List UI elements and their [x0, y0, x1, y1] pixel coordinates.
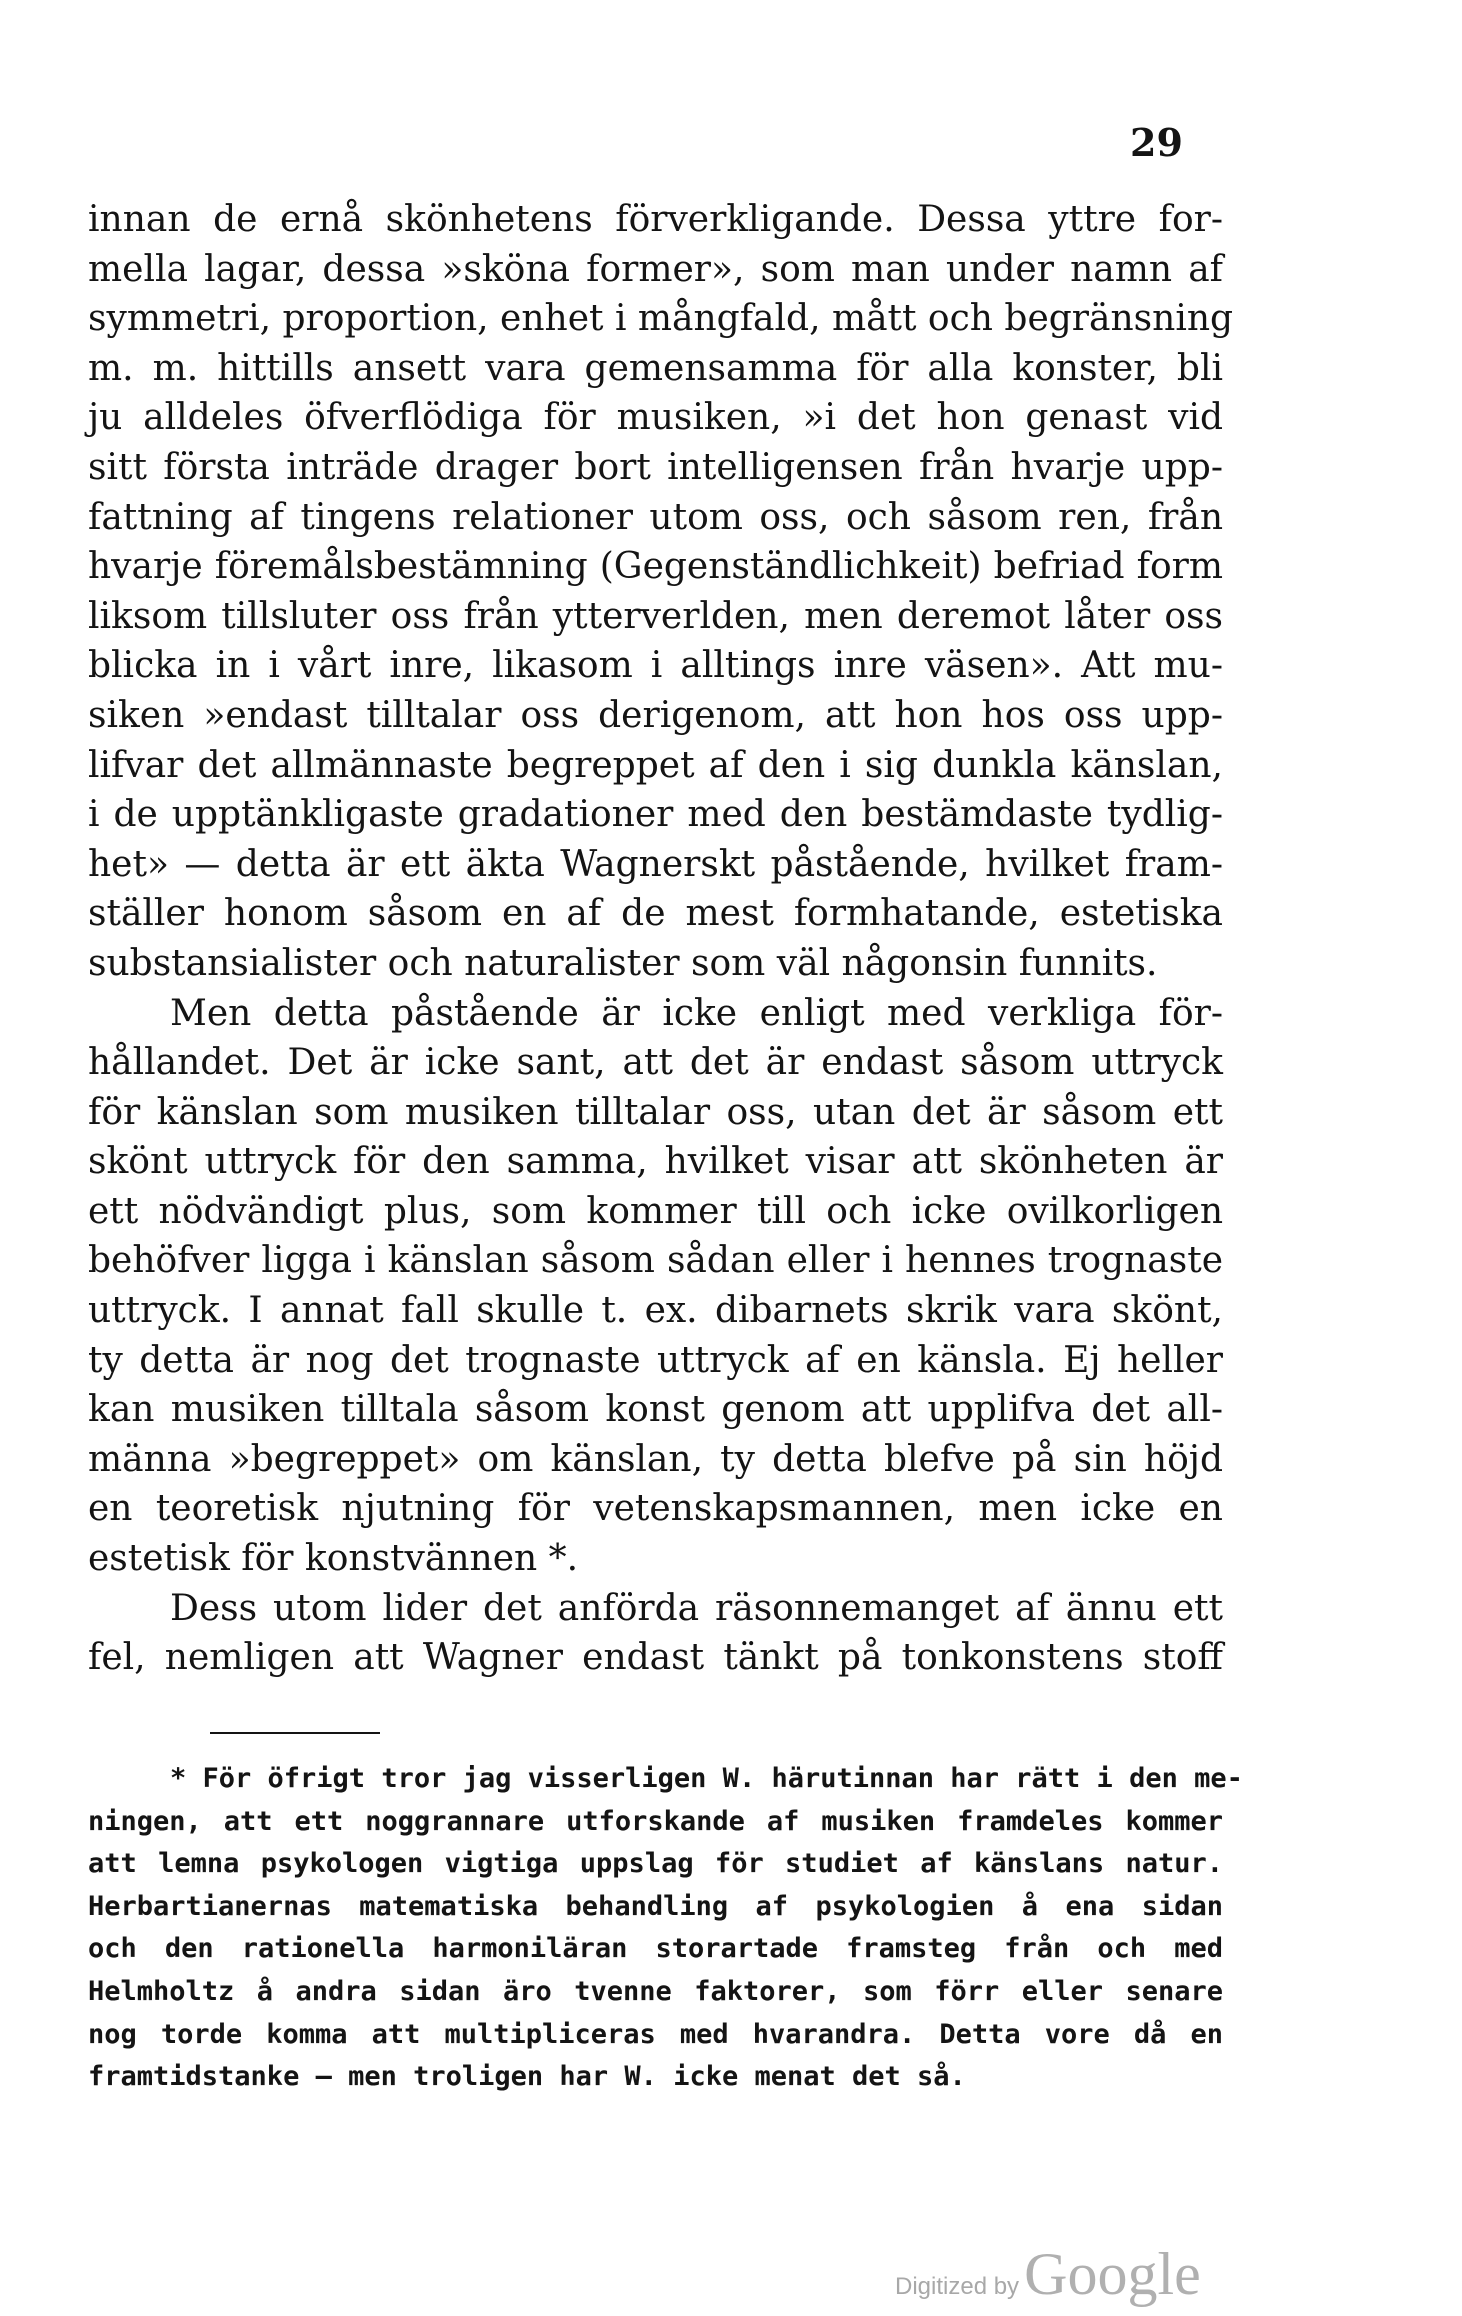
footnote-line: ningen, att ett noggrannare utforskande af musiken framdeles kommer — [88, 1805, 1223, 1837]
footnote-line: * För öfrigt tror jag visserligen W. härutinnan har rätt i den me- — [170, 1763, 1243, 1794]
body-line: uttryck. I annat fall skulle t. ex. dibarnets skrik vara skönt, — [88, 1290, 1223, 1332]
body-line: het» — detta är ett äkta Wagnerskt påstående, hvilket fram- — [88, 843, 1223, 885]
body-line: hållandet. Det är icke sant, att det är endast såsom uttryck — [88, 1042, 1223, 1084]
body-line: männa »begreppet» om känslan, ty detta blefve på sin höjd — [88, 1438, 1223, 1480]
footnote-divider — [210, 1732, 380, 1734]
body-line: m. m. hittills ansett vara gemensamma för alla konster, bli — [88, 347, 1223, 389]
body-line: substansialister och naturalister som väl någonsin funnits. — [88, 942, 1158, 984]
body-line: ställer honom såsom en af de mest formhatande, estetiska — [88, 893, 1223, 935]
body-line: ty detta är nog det trognaste uttryck af en känsla. Ej heller — [88, 1339, 1223, 1381]
body-line: för känslan som musiken tilltalar oss, utan det är såsom ett — [88, 1091, 1223, 1133]
body-line: behöfver ligga i känslan såsom sådan eller i hennes trognaste — [88, 1240, 1223, 1282]
body-line: en teoretisk njutning för vetenskapsmannen, men icke en — [88, 1488, 1223, 1530]
footnote-line: att lemna psykologen vigtiga uppslag för studiet af känslans natur. — [88, 1848, 1223, 1880]
body-line: ju alldeles öfverflödiga för musiken, »i det hon genast vid — [88, 397, 1223, 439]
digitized-watermark — [895, 2240, 1201, 2309]
body-line: innan de ernå skönhetens förverkligande. Dessa yttre for- — [88, 199, 1223, 240]
page-number: 29 — [1130, 120, 1183, 165]
body-line: symmetri, proportion, enhet i mångfald, mått och begränsning — [88, 298, 1234, 340]
body-line: lifvar det allmännaste begreppet af den i sig dunkla känslan, — [88, 744, 1223, 786]
footnote-line: Herbartianernas matematiska behandling af psykologien å ena sidan — [88, 1890, 1223, 1922]
body-line: mella lagar, dessa »sköna former», som man under namn af — [88, 248, 1223, 290]
body-line: Dess utom lider det anförda räsonnemanget af ännu ett — [170, 1587, 1223, 1629]
footnotes — [88, 1758, 1243, 2099]
body-line: kan musiken tilltala såsom konst genom att upplifva det all- — [88, 1389, 1223, 1431]
body-line: siken »endast tilltalar oss derigenom, att hon hos oss upp- — [88, 694, 1223, 736]
body-line: liksom tillsluter oss från ytterverlden, men deremot låter oss — [88, 595, 1223, 637]
body-line: hvarje föremålsbestämning (Gegenständlichkeit) befriad form — [88, 546, 1223, 588]
body-line: estetisk för konstvännen *. — [88, 1538, 579, 1580]
body-line: skönt uttryck för den samma, hvilket visar att skönheten är — [88, 1141, 1223, 1183]
footnote-line: Helmholtz å andra sidan äro tvenne faktorer, som förr eller senare — [88, 1975, 1223, 2007]
body-line: i de upptänkligaste gradationer med den bestämdaste tydlig- — [88, 794, 1223, 836]
footnote-line: framtidstanke — men troligen har W. icke menat det så. — [88, 2061, 966, 2093]
body-line: ett nödvändigt plus, som kommer till och icke ovilkorligen — [88, 1190, 1223, 1232]
body-line: fel, nemligen att Wagner endast tänkt på tonkonstens stoff — [88, 1637, 1223, 1679]
footnote-line: och den rationella harmoniläran storartade framsteg från och med — [88, 1933, 1223, 1965]
watermark-prefix: Digitized by — [895, 2273, 1020, 2300]
body-line: blicka in i vårt inre, likasom i alltings inre väsen». Att mu- — [88, 645, 1223, 687]
body-line: fattning af tingens relationer utom oss, och såsom ren, från — [88, 496, 1223, 538]
body-line: Men detta påstående är icke enligt med verkliga för- — [170, 992, 1223, 1034]
google-logo: Google — [1024, 2241, 1201, 2307]
body-line: sitt första inträde drager bort intelligensen från hvarje upp- — [88, 446, 1223, 488]
footnote-line: nog torde komma att multipliceras med hvarandra. Detta vore då en — [88, 2018, 1223, 2050]
body-text — [88, 195, 1234, 1683]
